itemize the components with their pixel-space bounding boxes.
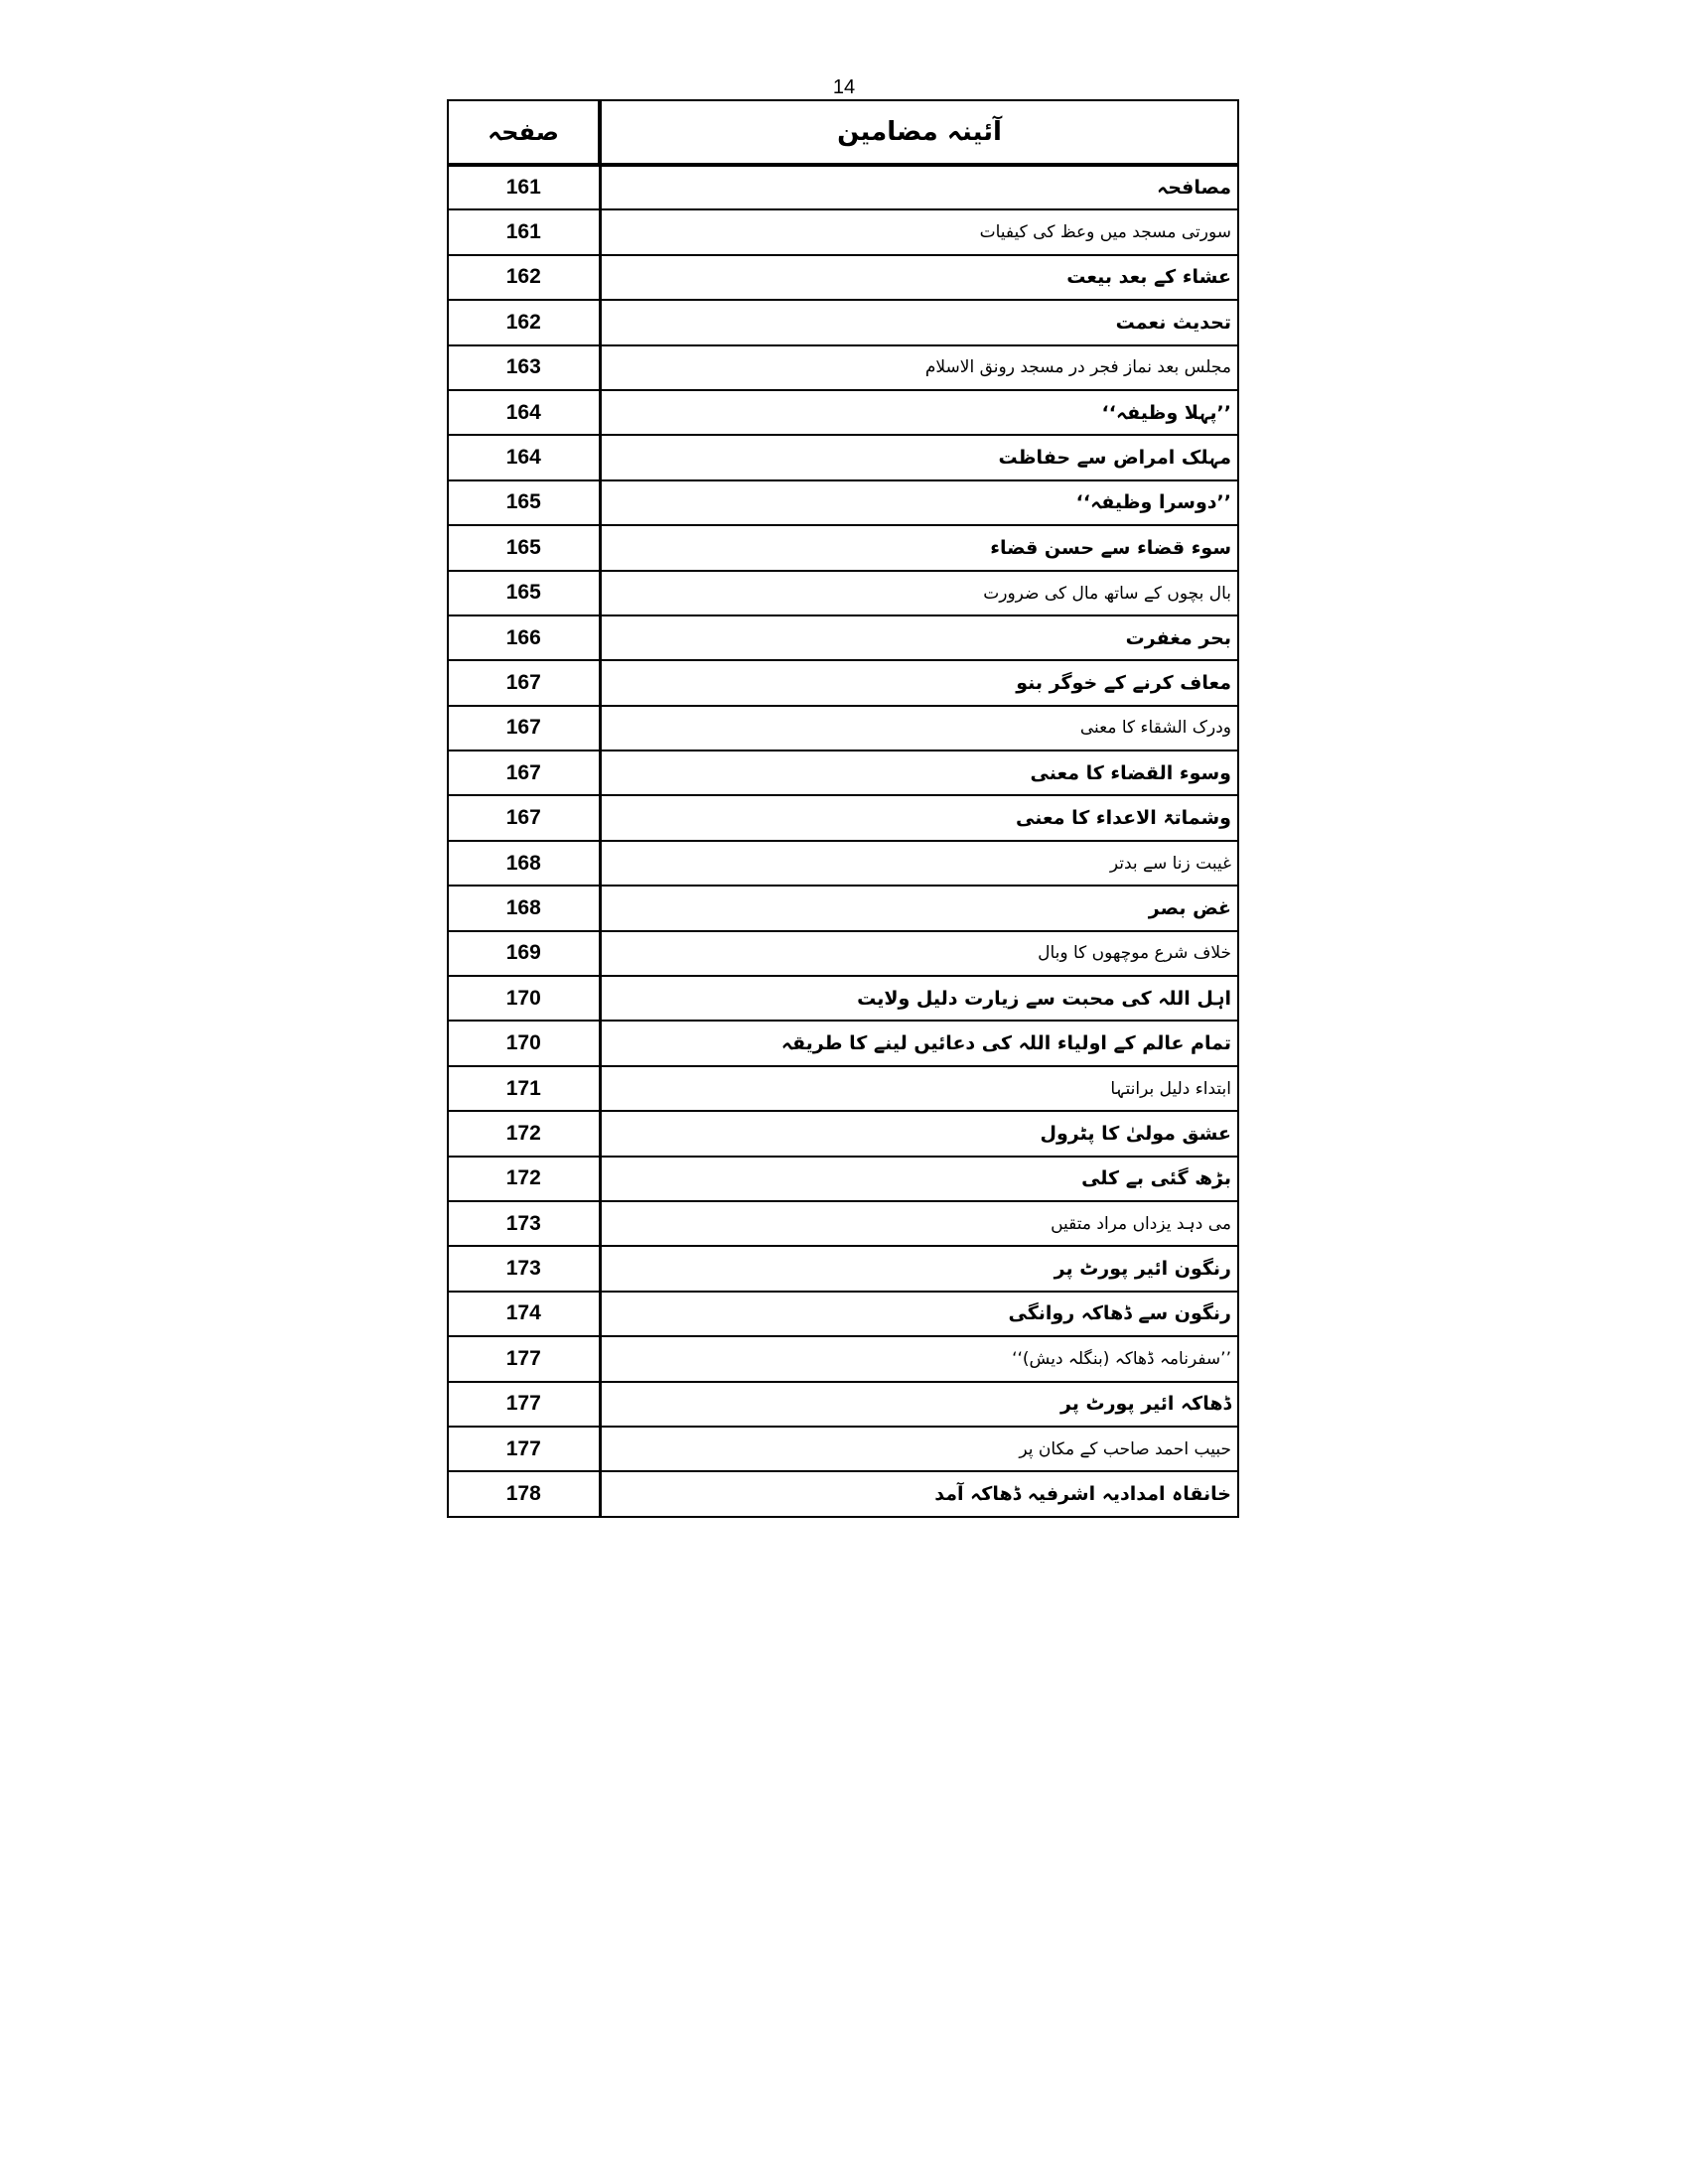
table-row <box>448 390 1238 435</box>
entry-title-cell: خانقاہ امدادیہ اشرفیہ ڈھاکہ آمد <box>600 1471 1238 1516</box>
page-number-cell: 161 <box>448 209 600 254</box>
table-row <box>448 1021 1238 1065</box>
table-row <box>448 1336 1238 1381</box>
page-number-cell: 161 <box>448 165 600 209</box>
table-row <box>448 300 1238 344</box>
entry-title-cell: وشماتۃ الاعداء کا معنی <box>600 795 1238 840</box>
page-number-cell: 167 <box>448 706 600 751</box>
table-row <box>448 886 1238 930</box>
page-number-cell: 162 <box>448 300 600 344</box>
table-row <box>448 525 1238 570</box>
table-row <box>448 435 1238 479</box>
entry-title-cell: سوء قضاء سے حسن قضاء <box>600 525 1238 570</box>
entry-title-cell: حبیب احمد صاحب کے مکان پر <box>600 1427 1238 1471</box>
entry-title-cell: مہلک امراض سے حفاظت <box>600 435 1238 479</box>
entry-title-cell: رنگون سے ڈھاکہ روانگی <box>600 1292 1238 1336</box>
entry-title-cell: ودرک الشقاء کا معنی <box>600 706 1238 751</box>
entry-title-cell: ابتداء دلیل برانتہا <box>600 1066 1238 1111</box>
title-column-header: آئینہ مضامین <box>600 100 1238 165</box>
page-number-cell: 167 <box>448 751 600 795</box>
entry-title-cell: عشق مولیٰ کا پٹرول <box>600 1111 1238 1156</box>
entry-title-cell: سورتی مسجد میں وعظ کی کیفیات <box>600 209 1238 254</box>
table-row <box>448 345 1238 390</box>
table-row <box>448 931 1238 976</box>
page-number-cell: 172 <box>448 1157 600 1201</box>
page-number-cell: 174 <box>448 1292 600 1336</box>
entry-title-cell: تمام عالم کے اولیاء اللہ کی دعائیں لینے کا طریقہ <box>600 1021 1238 1065</box>
page-number-cell: 164 <box>448 390 600 435</box>
entry-title-cell: بحر مغفرت <box>600 615 1238 660</box>
table-row <box>448 1292 1238 1336</box>
entry-title-cell: مصافحہ <box>600 165 1238 209</box>
page-number-cell: 177 <box>448 1382 600 1427</box>
page-number-cell: 173 <box>448 1246 600 1291</box>
table-row <box>448 751 1238 795</box>
table-row <box>448 1246 1238 1291</box>
entry-title-cell: تحدیث نعمت <box>600 300 1238 344</box>
table-of-contents <box>447 99 1239 1518</box>
page-number-cell: 171 <box>448 1066 600 1111</box>
entry-title-cell: عشاء کے بعد بیعت <box>600 255 1238 300</box>
page-number-cell: 167 <box>448 660 600 705</box>
page-number-cell: 177 <box>448 1427 600 1471</box>
table-row <box>448 1201 1238 1246</box>
page-number-cell: 167 <box>448 795 600 840</box>
entry-title-cell: ’’سفرنامہ ڈھاکہ (بنگلہ دیش)‘‘ <box>600 1336 1238 1381</box>
table-row <box>448 1382 1238 1427</box>
table-row <box>448 706 1238 751</box>
table-row <box>448 480 1238 525</box>
table-row <box>448 1066 1238 1111</box>
entry-title-cell: اہل اللہ کی محبت سے زیارت دلیل ولایت <box>600 976 1238 1021</box>
page-column-header: صفحہ <box>448 100 600 165</box>
page-number-cell: 165 <box>448 480 600 525</box>
entry-title-cell: غیبت زنا سے بدتر <box>600 841 1238 886</box>
entry-title-cell: رنگون ائیر پورٹ پر <box>600 1246 1238 1291</box>
page-number: 14 <box>832 76 856 98</box>
table-row <box>448 841 1238 886</box>
entry-title-cell: ڈھاکہ ائیر پورٹ پر <box>600 1382 1238 1427</box>
table-row <box>448 1471 1238 1516</box>
table-row <box>448 209 1238 254</box>
entry-title-cell: معاف کرنے کے خوگر بنو <box>600 660 1238 705</box>
entry-title-cell: ’’پہلا وظیفہ‘‘ <box>600 390 1238 435</box>
table-row <box>448 615 1238 660</box>
page-number-cell: 170 <box>448 976 600 1021</box>
entry-title-cell: ’’دوسرا وظیفہ‘‘ <box>600 480 1238 525</box>
page-number-cell: 164 <box>448 435 600 479</box>
table-row <box>448 1111 1238 1156</box>
page-number-cell: 165 <box>448 525 600 570</box>
table-row <box>448 795 1238 840</box>
table-row <box>448 976 1238 1021</box>
table-body <box>448 165 1238 1517</box>
page-number-cell: 166 <box>448 615 600 660</box>
page-number-cell: 165 <box>448 571 600 615</box>
table-row <box>448 660 1238 705</box>
page-number-cell: 162 <box>448 255 600 300</box>
page-number-cell: 173 <box>448 1201 600 1246</box>
page-number-cell: 178 <box>448 1471 600 1516</box>
table-row <box>448 1427 1238 1471</box>
page-number-cell: 170 <box>448 1021 600 1065</box>
page-number-cell: 169 <box>448 931 600 976</box>
entry-title-cell: می دہد یزداں مراد متقیں <box>600 1201 1238 1246</box>
entry-title-cell: خلاف شرع موچھوں کا وبال <box>600 931 1238 976</box>
page-number-cell: 163 <box>448 345 600 390</box>
entry-title-cell: بڑھ گئی بے کلی <box>600 1157 1238 1201</box>
table-header-row <box>448 100 1238 165</box>
table-row <box>448 571 1238 615</box>
page-number-cell: 168 <box>448 886 600 930</box>
entry-title-cell: وسوء القضاء کا معنی <box>600 751 1238 795</box>
table-row <box>448 1157 1238 1201</box>
table-row <box>448 165 1238 209</box>
entry-title-cell: بال بچوں کے ساتھ مال کی ضرورت <box>600 571 1238 615</box>
page-number-cell: 168 <box>448 841 600 886</box>
entry-title-cell: غض بصر <box>600 886 1238 930</box>
page-number-cell: 172 <box>448 1111 600 1156</box>
page-number-cell: 177 <box>448 1336 600 1381</box>
table-row <box>448 255 1238 300</box>
entry-title-cell: مجلس بعد نماز فجر در مسجد رونق الاسلام <box>600 345 1238 390</box>
